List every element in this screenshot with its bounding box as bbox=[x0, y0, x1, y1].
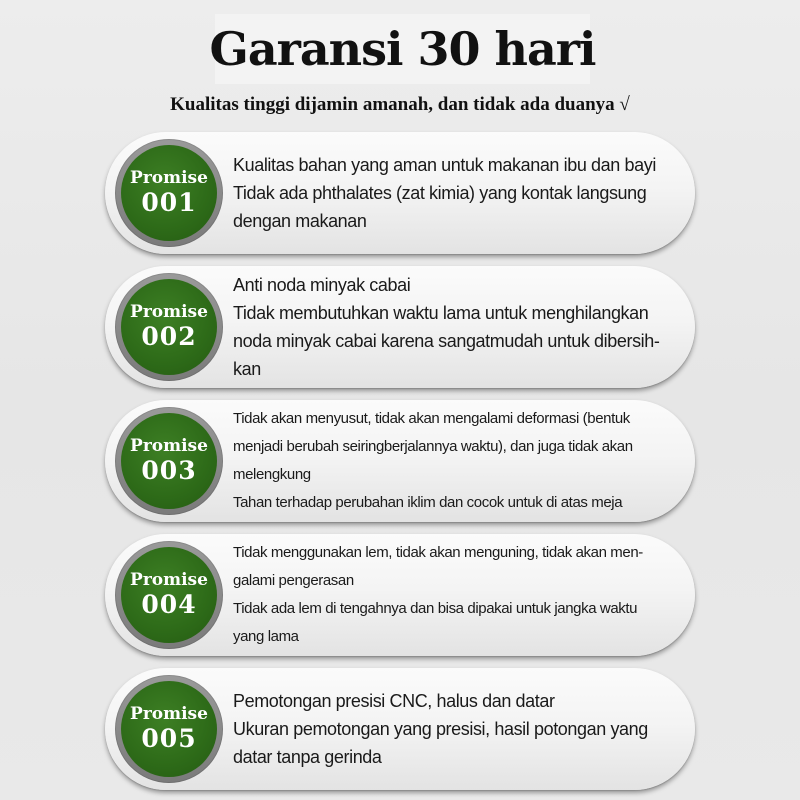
promise-text bbox=[233, 266, 667, 388]
promise-line: Tahan terhadap perubahan iklim dan cocok untuk di atas meja bbox=[233, 494, 623, 511]
promise-badge-ring bbox=[115, 675, 223, 783]
promise-badge bbox=[121, 145, 217, 241]
title-banner bbox=[209, 14, 596, 84]
promise-card-004 bbox=[105, 534, 695, 656]
promise-badge bbox=[121, 681, 217, 777]
promise-line: yang lama bbox=[233, 628, 299, 645]
promise-badge bbox=[121, 279, 217, 375]
promise-badge-ring bbox=[115, 407, 223, 515]
promise-number: 004 bbox=[141, 590, 197, 619]
promise-line: melengkung bbox=[233, 466, 311, 483]
promise-line: Ukuran pemotongan yang presisi, hasil potongan yang bbox=[233, 719, 648, 739]
promise-badge bbox=[121, 547, 217, 643]
promise-line: dengan makanan bbox=[233, 211, 367, 231]
promise-text bbox=[233, 132, 667, 254]
promise-label: Promise bbox=[130, 570, 208, 590]
promise-card-005 bbox=[105, 668, 695, 790]
page-title: Garansi 30 hari bbox=[209, 22, 596, 76]
promise-label: Promise bbox=[130, 168, 208, 188]
promise-line: Tidak membutuhkan waktu lama untuk menghilangkan bbox=[233, 303, 649, 323]
promise-line: Pemotongan presisi CNC, halus dan datar bbox=[233, 691, 555, 711]
promise-number: 003 bbox=[141, 456, 197, 485]
promise-label: Promise bbox=[130, 436, 208, 456]
promise-label: Promise bbox=[130, 704, 208, 724]
promise-line: Anti noda minyak cabai bbox=[233, 275, 411, 295]
promise-line: Kualitas bahan yang aman untuk makanan ibu dan bayi bbox=[233, 155, 656, 175]
page-subtitle: Kualitas tinggi dijamin amanah, dan tidak ada duanya √ bbox=[170, 94, 630, 115]
promise-number: 005 bbox=[141, 724, 197, 753]
promise-line: noda minyak cabai karena sangatmudah untuk dibersih- bbox=[233, 331, 660, 351]
promise-number: 002 bbox=[141, 322, 197, 351]
promise-line: galami pengerasan bbox=[233, 572, 354, 589]
promise-line: menjadi berubah seiringberjalannya waktu), dan juga tidak akan bbox=[233, 438, 633, 455]
promise-line: datar tanpa gerinda bbox=[233, 747, 382, 767]
promise-text bbox=[233, 400, 667, 522]
promise-number: 001 bbox=[141, 188, 197, 217]
promise-badge bbox=[121, 413, 217, 509]
promise-line: Tidak ada lem di tengahnya dan bisa dipakai untuk jangka waktu bbox=[233, 600, 638, 617]
promise-card-001 bbox=[105, 132, 695, 254]
promise-badge-ring bbox=[115, 541, 223, 649]
promise-line: Tidak ada phthalates (zat kimia) yang kontak langsung bbox=[233, 183, 647, 203]
promise-card-003 bbox=[105, 400, 695, 522]
promise-badge-ring bbox=[115, 273, 223, 381]
promise-line: Tidak menggunakan lem, tidak akan menguning, tidak akan men- bbox=[233, 544, 643, 561]
promise-text bbox=[233, 668, 667, 790]
promise-badge-ring bbox=[115, 139, 223, 247]
promise-label: Promise bbox=[130, 302, 208, 322]
promise-line: Tidak akan menyusut, tidak akan mengalami deformasi (bentuk bbox=[233, 410, 630, 427]
promise-line: kan bbox=[233, 359, 261, 379]
promise-text bbox=[233, 534, 667, 656]
promise-card-002 bbox=[105, 266, 695, 388]
